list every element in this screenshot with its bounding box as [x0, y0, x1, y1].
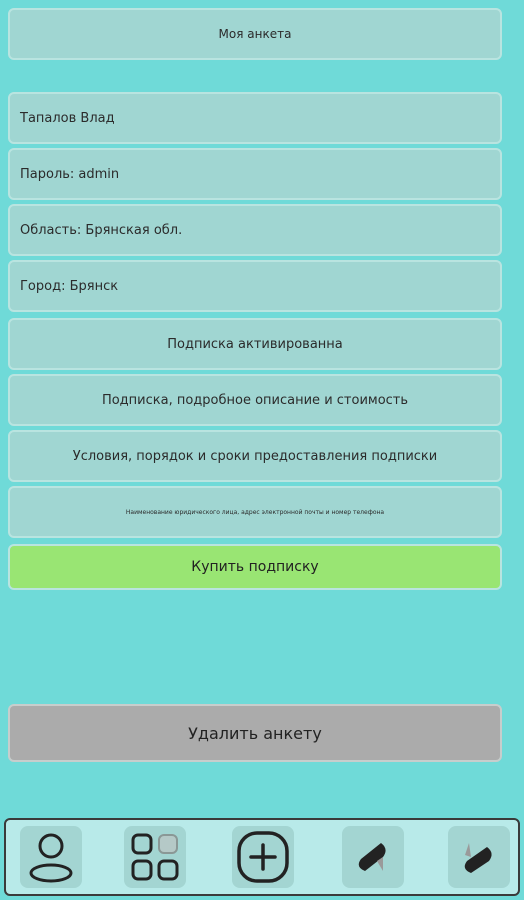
subscription-status-card — [8, 318, 502, 370]
profile-icon — [26, 829, 76, 885]
delete-profile-label: Удалить анкету — [188, 723, 322, 743]
region-text: Область: Брянская обл. — [20, 222, 183, 238]
leaf-icon — [353, 837, 393, 877]
subscription-details-button[interactable] — [8, 374, 502, 426]
profile-name-card — [8, 92, 502, 144]
buy-subscription-label: Купить подписку — [191, 559, 319, 575]
page-title: Моя анкета — [218, 27, 292, 41]
nav-profile-button[interactable] — [20, 826, 82, 888]
nav-leaf-alt-button[interactable] — [448, 826, 510, 888]
leaf-alt-icon — [459, 837, 499, 877]
buy-subscription-button[interactable] — [8, 544, 502, 590]
region-card — [8, 204, 502, 256]
add-icon — [235, 829, 291, 885]
legal-info-card[interactable] — [8, 486, 502, 538]
subscription-details-label: Подписка, подробное описание и стоимость — [101, 392, 409, 408]
bottom-nav-bar — [4, 818, 520, 896]
header-title-card — [8, 8, 502, 60]
city-card — [8, 260, 502, 312]
nav-add-button[interactable] — [232, 826, 294, 888]
city-text: Город: Брянск — [20, 278, 119, 294]
password-card — [8, 148, 502, 200]
nav-leaf-button[interactable] — [342, 826, 404, 888]
password-text: Пароль: admin — [20, 166, 120, 182]
subscription-terms-button[interactable] — [8, 430, 502, 482]
subscription-terms-label: Условия, порядок и сроки предоставления подписки — [72, 448, 438, 464]
legal-info-text: Наименование юридического лица, адрес электронной почты и номер телефона — [125, 508, 385, 516]
delete-profile-button[interactable] — [8, 704, 502, 762]
profile-name: Тапалов Влад — [20, 110, 115, 126]
nav-grid-button[interactable] — [124, 826, 186, 888]
subscription-status: Подписка активированна — [167, 336, 343, 352]
grid-icon — [129, 831, 181, 883]
